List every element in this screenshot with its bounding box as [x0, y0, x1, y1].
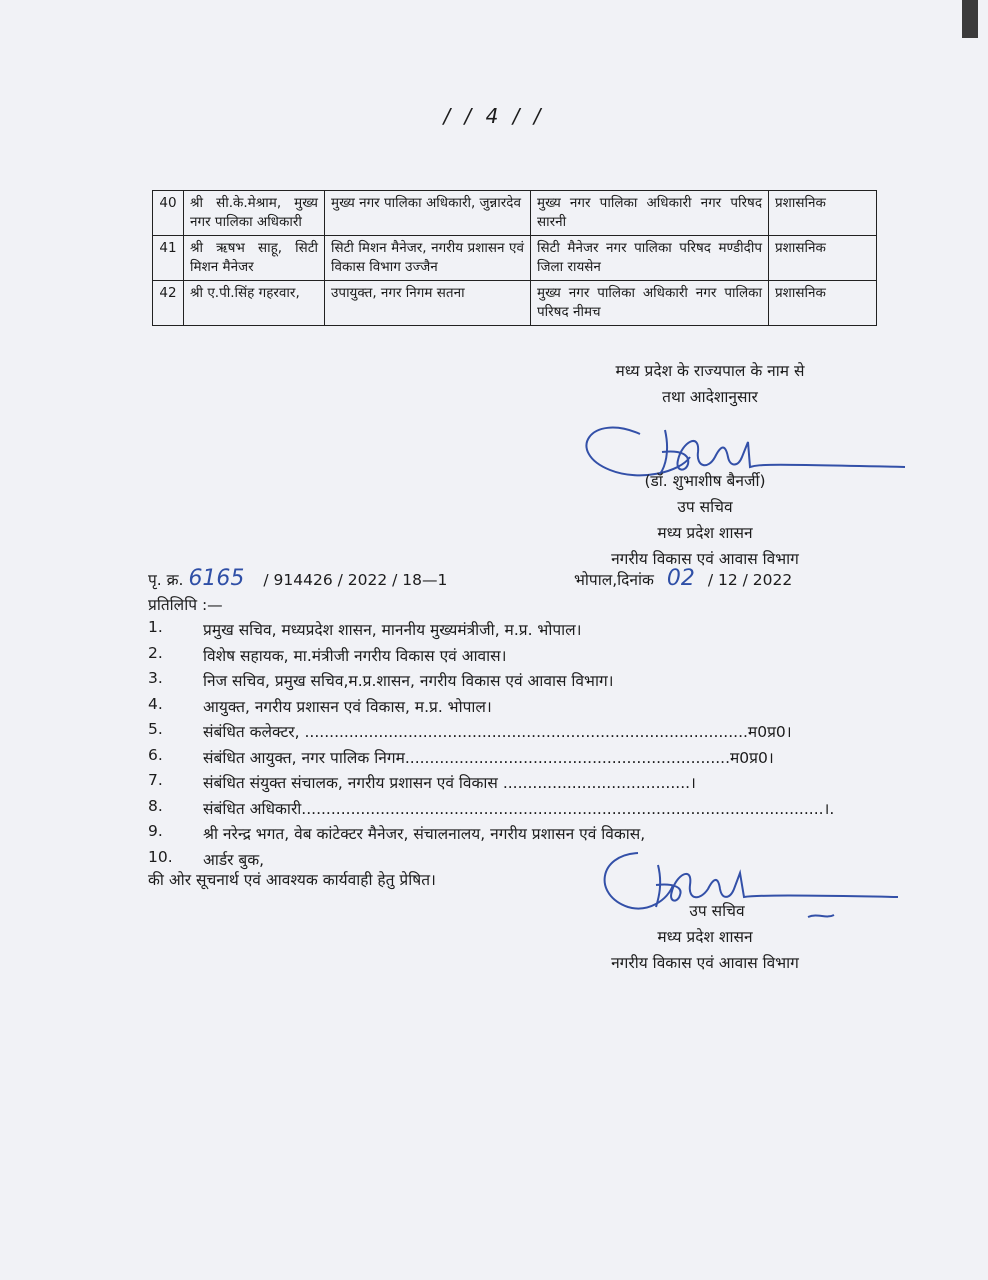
cell-name: श्री ऋषभ साहू, सिटी मिशन मैनेजर	[184, 236, 325, 281]
transfer-table	[152, 190, 877, 326]
ref-handwritten-number: 6165	[188, 566, 245, 591]
cell-new-post: मुख्य नगर पालिका अधिकारी नगर परिषद सारनी	[531, 191, 769, 236]
list-item-number: 5.	[148, 720, 163, 738]
list-item-number: 8.	[148, 796, 163, 815]
list-item-text: आर्डर बुक,	[203, 850, 265, 869]
table-row	[153, 281, 877, 326]
signatory-government: मध्य प्रदेश शासन	[657, 524, 753, 542]
list-item	[148, 822, 848, 848]
cell-current-post: मुख्य नगर पालिका अधिकारी, जुन्नारदेव	[325, 191, 531, 236]
list-item-number: 4.	[148, 694, 163, 713]
list-item-number: 1.	[148, 618, 163, 636]
list-item-text: संबंधित अधिकारी..........................................................................................................।.	[203, 799, 835, 818]
list-item	[148, 746, 848, 772]
ref-rest: / 914426 / 2022 / 18—1	[263, 571, 448, 589]
place-date-prefix: भोपाल,दिनांक	[574, 571, 654, 589]
scan-edge-mark	[962, 0, 978, 38]
list-item-text: आयुक्त, नगरीय प्रशासन एवं विकास, म.प्र. भोपाल।	[203, 697, 492, 716]
signatory2-department: नगरीय विकास एवं आवास विभाग	[611, 954, 799, 972]
list-item	[148, 771, 848, 797]
cell-reason: प्रशासनिक	[769, 236, 877, 281]
cell-reason: प्रशासनिक	[769, 281, 877, 326]
list-item-text: निज सचिव, प्रमुख सचिव,म.प्र.शासन, नगरीय विकास एवं आवास विभाग।	[203, 672, 614, 690]
list-item-number: 10.	[148, 847, 173, 866]
page-number: / / 4 / /	[443, 104, 545, 128]
signatory2-government: मध्य प्रदेश शासन	[657, 928, 753, 946]
list-item-number: 3.	[148, 669, 163, 687]
signatory-designation: उप सचिव	[677, 498, 733, 516]
cell-current-post: उपायुक्त, नगर निगम सतना	[325, 281, 531, 326]
list-item-text: संबंधित संयुक्त संचालक, नगरीय प्रशासन एवं विकास ......................................।	[203, 774, 696, 792]
signatory2-designation: उप सचिव	[689, 902, 745, 920]
list-item-number: 9.	[148, 822, 163, 840]
list-item-text: श्री नरेन्द्र भगत, वेब कांटेक्टर मैनेजर, संचालनालय, नगरीय प्रशासन एवं विकास,	[203, 825, 646, 843]
date-rest: / 12 / 2022	[707, 571, 793, 589]
copy-heading: प्रतिलिपि :—	[148, 596, 223, 614]
order-line-2: तथा आदेशानुसार	[662, 388, 758, 406]
cell-serial: 42	[153, 281, 184, 326]
handwritten-day: 02	[666, 566, 695, 591]
order-line-1: मध्य प्रदेश के राज्यपाल के नाम से	[615, 362, 805, 380]
cell-name: श्री ए.पी.सिंह गहरवार,	[184, 281, 325, 326]
cell-new-post: सिटी मैनेजर नगर पालिका परिषद मण्डीदीप जिला रायसेन	[531, 236, 769, 281]
cell-new-post: मुख्य नगर पालिका अधिकारी नगर पालिका परिषद नीमच	[531, 281, 769, 326]
signatory-name: (डॉ. शुभाशीष बैनर्जी)	[644, 472, 766, 490]
order-authority	[560, 358, 860, 410]
list-item-text: संबंधित कलेक्टर, ..........................................................................................म0प्र0।	[203, 723, 792, 741]
list-item-number: 2.	[148, 643, 163, 662]
list-item	[148, 618, 848, 644]
list-item	[148, 669, 848, 695]
list-item-text: संबंधित आयुक्त, नगर पालिक निगम..................................................................म0प्र0।	[203, 748, 774, 767]
place-date	[574, 566, 792, 591]
table-row	[153, 236, 877, 281]
signatory-block-2	[560, 898, 850, 976]
cell-serial: 40	[153, 191, 184, 236]
list-item	[148, 720, 848, 746]
list-item-text: विशेष सहायक, मा.मंत्रीजी नगरीय विकास एवं आवास।	[203, 646, 507, 665]
reference-number	[148, 566, 447, 591]
closing-line: की ओर सूचनार्थ एवं आवश्यक कार्यवाही हेतु प्रेषित।	[148, 871, 436, 889]
list-item	[148, 695, 848, 721]
cell-name: श्री सी.के.मेश्राम, मुख्य नगर पालिका अधिकारी	[184, 191, 325, 236]
list-item-number: 6.	[148, 745, 163, 764]
list-item	[148, 797, 848, 823]
list-item-number: 7.	[148, 771, 163, 789]
signatory-department: नगरीय विकास एवं आवास विभाग	[611, 550, 799, 568]
list-item-text: प्रमुख सचिव, मध्यप्रदेश शासन, माननीय मुख्यमंत्रीजी, म.प्र. भोपाल।	[203, 621, 582, 639]
copy-list	[148, 618, 848, 873]
cell-serial: 41	[153, 236, 184, 281]
table-row	[153, 191, 877, 236]
signatory-block-1	[560, 468, 850, 572]
ref-prefix: पृ. क्र.	[148, 571, 184, 589]
cell-reason: प्रशासनिक	[769, 191, 877, 236]
list-item	[148, 644, 848, 670]
cell-current-post: सिटी मिशन मैनेजर, नगरीय प्रशासन एवं विकास विभाग उज्जैन	[325, 236, 531, 281]
